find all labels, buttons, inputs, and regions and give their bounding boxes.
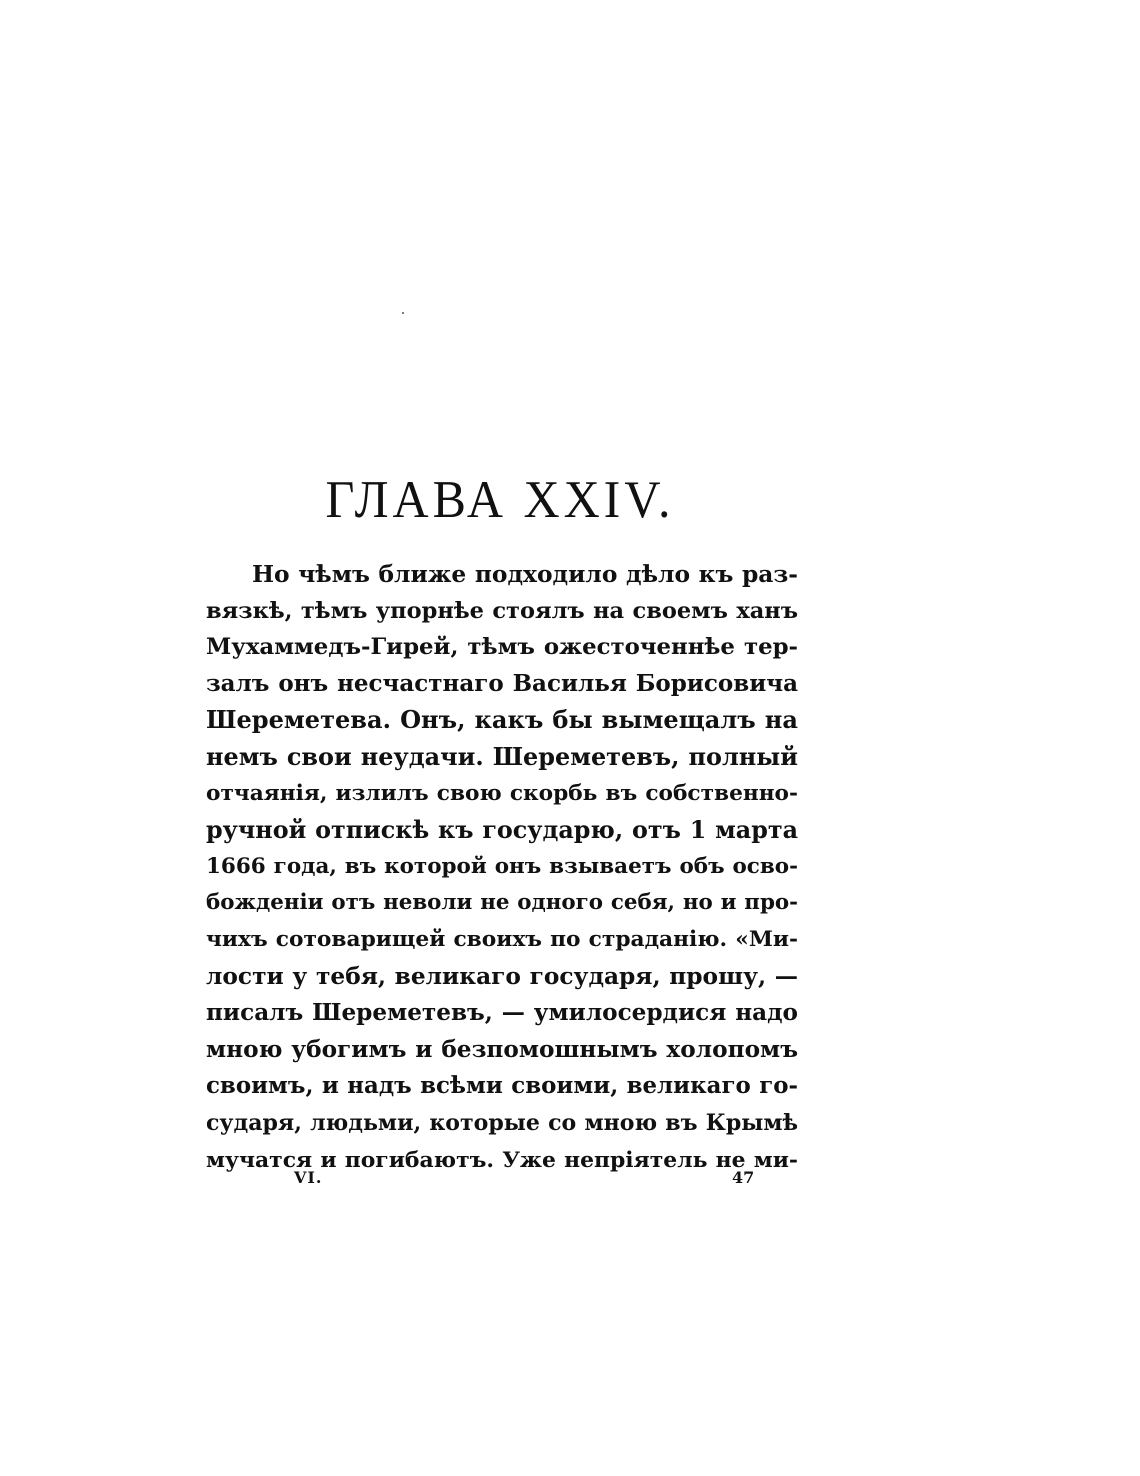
text-line: божденіи отъ неволи не одного себя, но и про- xyxy=(206,890,798,916)
text-line: писалъ Шереметевъ, — умилосердися надо xyxy=(206,999,798,1027)
text-line: вязкѣ, тѣмъ упорнѣе стоялъ на своемъ ханъ xyxy=(206,597,798,624)
text-line: Но чѣмъ ближе подходило дѣло къ раз- xyxy=(252,560,798,588)
text-line: ручной отпискѣ къ государю, отъ 1 марта xyxy=(206,816,798,845)
text-line: мучатся и погибаютъ. Уже непріятель не ми- xyxy=(206,1146,798,1173)
text-line: Шереметева. Онъ, какъ бы вымещалъ на xyxy=(206,705,798,735)
text-line: мною убогимъ и безпомошнымъ холопомъ xyxy=(206,1035,798,1063)
chapter-title: ГЛАВА XXIV. xyxy=(325,469,675,529)
page-number: 47 xyxy=(732,1168,755,1187)
signature-mark: VI. xyxy=(294,1168,323,1187)
stray-dot xyxy=(402,312,404,314)
text-line: отчаянія, излилъ свою скорбь въ собственно- xyxy=(206,780,798,806)
text-line: чихъ сотоварищей своихъ по страданію. «Ми- xyxy=(206,926,798,952)
text-line: своимъ, и надъ всѣми своими, великаго го- xyxy=(206,1073,798,1100)
text-line: Мухаммедъ-Гирей, тѣмъ ожесточеннѣе тер- xyxy=(206,634,798,661)
text-line: 1666 года, въ которой онъ взываетъ объ осво- xyxy=(206,853,798,879)
text-line: лости у тебя, великаго государя, прошу, — xyxy=(206,962,798,990)
text-line: сударя, людьми, которые со мною въ Крымѣ xyxy=(206,1109,798,1136)
body-text xyxy=(206,556,798,1178)
text-line: немъ свои неудачи. Шереметевъ, полный xyxy=(206,742,798,771)
text-line: залъ онъ несчастнаго Василья Борисовича xyxy=(206,669,798,697)
